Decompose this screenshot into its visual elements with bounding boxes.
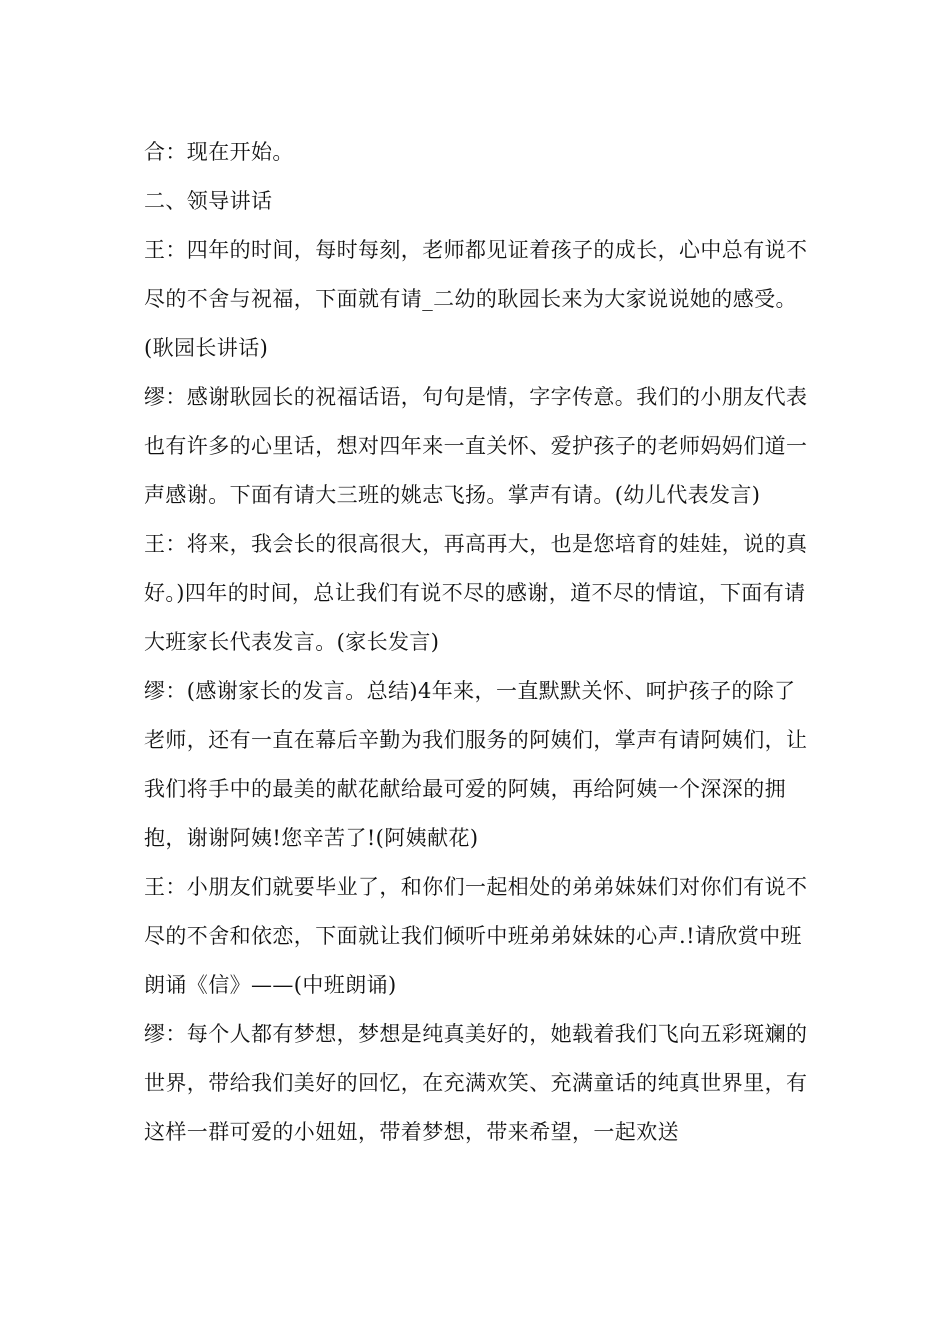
paragraph-wang-3: 王：小朋友们就要毕业了，和你们一起相处的弟弟妹妹们对你们有说不尽的不舍和依恋，下面就让我们倾听中班弟弟妹妹的心声.!请欣赏中班朗诵《信》——(中班朗诵) — [144, 875, 808, 997]
document-body — [144, 128, 814, 1157]
paragraph-miao-2: 缪：(感谢家长的发言。总结)4年来，一直默默关怀、呵护孩子的除了老师，还有一直在幕后辛勤为我们服务的阿姨们，掌声有请阿姨们，让我们将手中的最美的献花献给最可爱的阿姨，再给阿姨一个深深的拥抱，谢谢阿姨!您辛苦了!(阿姨献花) — [144, 679, 808, 850]
paragraph-wang-2: 王：将来，我会长的很高很大，再高再大，也是您培育的娃娃，说的真好。)四年的时间，总让我们有说不尽的感谢，道不尽的情谊，下面有请大班家长代表发言。(家长发言) — [144, 532, 808, 654]
section-heading-leader-speech: 二、领导讲话 — [144, 189, 273, 213]
paragraph-miao-1: 缪：感谢耿园长的祝福话语，句句是情，字字传意。我们的小朋友代表也有许多的心里话，想对四年来一直关怀、爱护孩子的老师妈妈们道一声感谢。下面有请大三班的姚志飞扬。掌声有请。(幼儿代表发言) — [144, 385, 808, 507]
paragraph-opening: 合：现在开始。 — [144, 140, 294, 164]
paragraph-wang-1: 王：四年的时间，每时每刻，老师都见证着孩子的成长，心中总有说不尽的不舍与祝福，下面就有请_二幼的耿园长来为大家说说她的感受。 (耿园长讲话) — [144, 238, 808, 360]
paragraph-miao-3: 缪：每个人都有梦想，梦想是纯真美好的，她载着我们飞向五彩斑斓的世界，带给我们美好的回忆，在充满欢笑、充满童话的纯真世界里，有这样一群可爱的小妞妞，带着梦想，带来希望，一起欢送 — [144, 1022, 808, 1144]
